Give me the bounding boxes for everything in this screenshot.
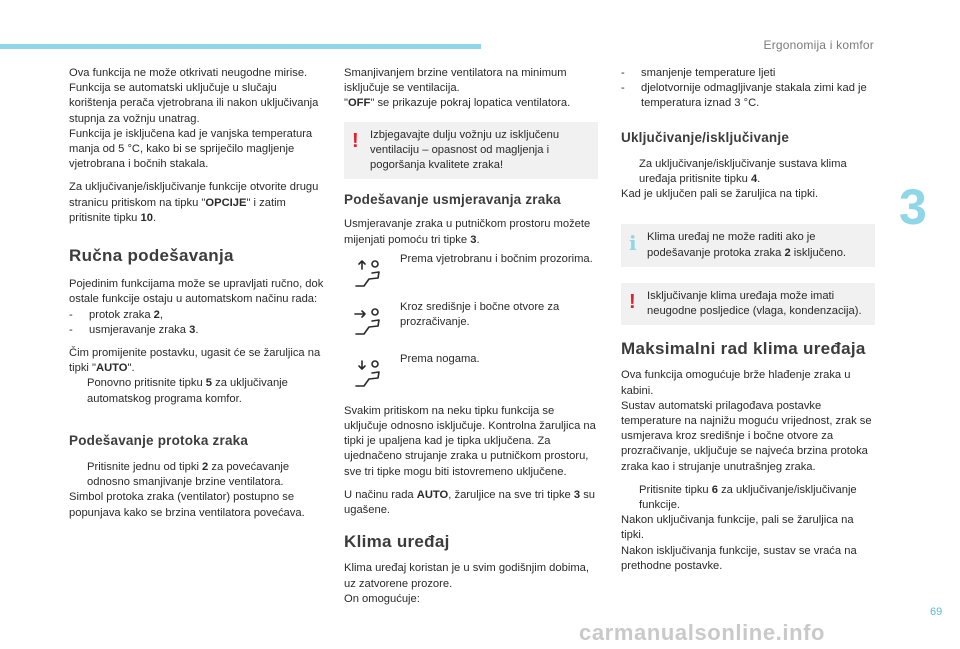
text: . <box>757 173 761 186</box>
text: su ugašene. <box>344 488 596 517</box>
feet-airflow-icon <box>352 358 384 390</box>
key-label: AUTO <box>95 362 128 375</box>
key-number: 6 <box>711 483 718 496</box>
list-item <box>621 157 875 187</box>
text: Usmjeravanje zraka u putničkom prostoru možete mijenjati pomoću tri tipke <box>344 218 591 246</box>
warning-icon: ! <box>629 290 636 313</box>
heading-direction: Podešavanje usmjeravanja zraka <box>344 192 561 208</box>
key-number: 2 <box>784 246 791 259</box>
center-vents-airflow-icon <box>352 306 384 338</box>
info-box <box>621 224 875 266</box>
key-number: 2 <box>153 308 160 321</box>
text: " i zatim pritisnite tipku <box>69 196 286 224</box>
text: ". <box>127 362 135 375</box>
chapter-number: 3 <box>899 179 927 235</box>
text: U načinu rada <box>344 488 417 501</box>
heading-air-conditioning: Klima uređaj <box>344 532 450 552</box>
option-text: Kroz središnje i bočne otvore za prozračivanje. <box>400 300 560 329</box>
text: Pritisnite jednu od tipki <box>87 461 203 474</box>
column-2 <box>344 66 598 615</box>
text: Pritisnite tipku <box>639 483 712 496</box>
dash-icon: - <box>621 82 625 95</box>
paragraph: Sustav automatski prilagođava postavke temperature na najnižu moguću vrijednost, zrak se usmjerava kroz središnje i bočne otvore za prozračivanje, uključuje se najveća brzina protoka zraka kao i strujanje unutrašnjeg zraka. <box>621 399 872 473</box>
paragraph <box>344 217 598 247</box>
heading-manual: Ručna podešavanja <box>69 246 234 266</box>
paragraph <box>69 180 327 226</box>
info-icon: i <box>629 231 637 256</box>
warning-box <box>621 283 875 325</box>
text-line: Funkcija je isključena kad je vanjska temperatura manja od 5 °C, kako bi se spriječilo magljenje vjetrobrana i bočnih stakala. <box>69 127 313 171</box>
page-number: 69 <box>930 606 943 618</box>
dash-icon: - <box>69 308 73 321</box>
text: " se prikazuje pokraj lopatica ventilatora. <box>370 97 571 110</box>
option-text: Prema nogama. <box>400 352 480 365</box>
paragraph: Kad je uključen pali se žaruljica na tipki. <box>621 188 819 201</box>
info-text: Klima uređaj ne može raditi ako je podešavanje protoka zraka <box>647 231 816 259</box>
text: za uključivanje/isključivanje funkcije. <box>639 483 857 512</box>
list-item <box>69 308 327 323</box>
list-item <box>69 323 327 338</box>
list-item <box>621 483 875 513</box>
windscreen-airflow-icon <box>352 258 384 290</box>
paragraph: Simbol protoka zraka (ventilator) postupno se popunjava kako se brzina ventilatora povećava. <box>69 491 305 519</box>
column-3 <box>621 66 875 582</box>
text-line: Ova funkcija ne može otkrivati neugodne mirise. <box>69 67 308 79</box>
paragraph: Nakon uključivanja funkcije, pali se žaruljica na tipki. <box>621 514 854 542</box>
key-label: OFF <box>347 97 371 110</box>
warning-text: Isključivanje klima uređaja može imati neugodne posljedice (vlaga, kondenzacija). <box>647 289 862 318</box>
key-number: 4 <box>750 173 758 186</box>
warning-box <box>344 122 598 180</box>
heading-max-ac: Maksimalni rad klima uređaja <box>621 339 866 359</box>
warning-text: Izbjegavajte dulju vožnju uz isključenu ventilaciju – opasnost od magljenja i pogoršanja kvalitete zraka! <box>370 128 560 172</box>
header-accent-bar <box>0 44 481 49</box>
text: Za uključivanje/isključivanje sustava klima uređaja pritisnite tipku <box>639 157 847 186</box>
text: Za uključivanje/isključivanje funkcije otvorite drugu stranicu pritiskom na tipku " <box>69 181 319 209</box>
key-number: 3 <box>189 323 196 336</box>
direction-option-feet <box>344 352 598 404</box>
text: . <box>476 233 480 246</box>
text: . <box>195 323 199 336</box>
dash-icon: - <box>621 67 625 79</box>
column-1 <box>69 66 327 529</box>
paragraph <box>69 346 327 376</box>
watermark: carmanualsonline.info <box>579 620 826 645</box>
key-number: 5 <box>205 377 213 390</box>
paragraph <box>344 488 598 518</box>
list-item <box>621 66 875 81</box>
paragraph: Svakim pritiskom na neku tipku funkcija se uključuje odnosno isključuje. Kontrolna žaruljica na tipki je upaljena kad je tipka uključena. Za ujednačeno strujanje zraka u putničkom prostoru, sve tri tipke mogu biti istovremeno uključene. <box>344 404 596 478</box>
paragraph: Smanjivanjem brzine ventilatora na minimum isključuje se ventilacija. <box>344 67 567 95</box>
dash-icon: - <box>69 323 73 336</box>
text: protok zraka <box>89 308 154 321</box>
paragraph: Pojedinim funkcijama može se upravljati ručno, dok ostale funkcije ostaju u automatskom načinu rada: <box>69 278 324 306</box>
text: djelotvornije odmagljivanje stakala zimi kad je temperatura iznad 3 °C. <box>641 82 867 110</box>
heading-on-off: Uključivanje/isključivanje <box>621 129 790 145</box>
paragraph: On omogućuje: <box>344 592 420 605</box>
text: . <box>152 211 157 224</box>
paragraph <box>344 96 598 111</box>
list-item <box>69 460 327 490</box>
paragraph: Klima uređaj koristan je u svim godišnjim dobima, uz zatvorene prozore. <box>344 562 589 590</box>
direction-option-center <box>344 300 598 352</box>
text: smanjenje temperature ljeti <box>641 67 776 79</box>
key-number: 10 <box>140 211 153 224</box>
key-number: 2 <box>202 461 209 474</box>
key-label: AUTO <box>416 488 449 501</box>
key-number: 3 <box>470 233 477 246</box>
paragraph: Nakon isključivanja funkcije, sustav se vraća na prethodne postavke. <box>621 544 857 572</box>
warning-icon: ! <box>352 129 359 152</box>
info-text: isključeno. <box>790 246 847 259</box>
list-item <box>621 81 875 111</box>
text: Ponovno pritisnite tipku <box>87 377 206 390</box>
text-line: Funkcija se automatski uključuje u slučaju korištenja perača vjetrobrana ili nakon uključivanja stupnja za vožnju unatrag. <box>69 82 319 125</box>
direction-option-windscreen <box>344 252 598 300</box>
paragraph <box>69 66 327 172</box>
list-item <box>69 376 327 406</box>
paragraph: Ova funkcija omogućuje brže hlađenje zraka u kabini. <box>621 369 851 397</box>
text: usmjeravanje zraka <box>89 323 190 336</box>
key-number: 3 <box>573 488 581 501</box>
text: Čim promijenite postavku, ugasit će se žaruljica na tipki " <box>69 347 321 375</box>
heading-airflow: Podešavanje protoka zraka <box>69 432 249 448</box>
text: za uključivanje automatskog programa komfor. <box>87 377 288 405</box>
text: za povećavanje odnosno smanjivanje brzine ventilatora. <box>87 461 290 489</box>
text: , <box>159 308 164 321</box>
text: , žaruljice na sve tri tipke <box>448 488 574 501</box>
text: " <box>344 97 348 110</box>
header-title: Ergonomija i komfor <box>763 38 874 52</box>
key-label: OPCIJE <box>205 196 247 209</box>
option-text: Prema vjetrobranu i bočnim prozorima. <box>400 252 593 265</box>
